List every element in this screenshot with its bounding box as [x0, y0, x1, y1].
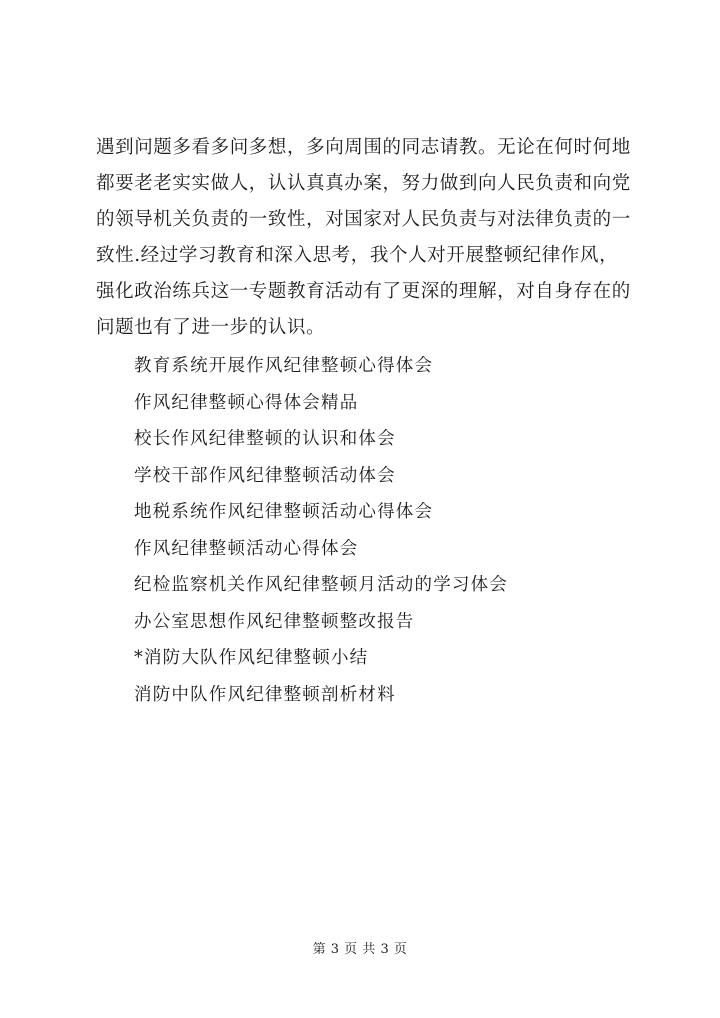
related-title-item: 教育系统开展作风纪律整顿心得体会: [134, 356, 434, 376]
page-number-footer: 第 3 页 共 3 页: [312, 942, 408, 957]
related-title-item: 办公室思想作风纪律整顿整改报告: [134, 611, 415, 632]
paragraph-line: 的领导机关负责的一致性，对国家对人民负责与对法律负责的一: [96, 209, 631, 230]
related-title-item: *消防大队作风纪律整顿小结: [134, 648, 369, 668]
paragraph-line: 遇到问题多看多问多想，多向周围的同志请教。无论在何时何地: [96, 137, 631, 158]
related-title-item: 纪检监察机关作风纪律整顿月活动的学习体会: [134, 575, 508, 595]
related-titles-list: [134, 348, 508, 713]
related-title-item: 消防中队作风纪律整顿剖析材料: [134, 684, 396, 705]
paragraph-line: 强化政治练兵这一专题教育活动有了更深的理解，对自身存在的: [96, 281, 631, 302]
related-title-item: 作风纪律整顿心得体会精品: [134, 392, 359, 413]
body-paragraph: [96, 130, 636, 346]
related-title-item: 地税系统作风纪律整顿活动心得体会: [134, 502, 434, 522]
paragraph-line: 致性.经过学习教育和深入思考，我个人对开展整顿纪律作风，: [96, 245, 619, 266]
related-title-item: 学校干部作风纪律整顿活动体会: [134, 465, 396, 486]
related-title-item: 校长作风纪律整顿的认识和体会: [134, 429, 396, 449]
related-title-item: 作风纪律整顿活动心得体会: [134, 538, 359, 559]
paragraph-line: 都要老老实实做人，认认真真办案，努力做到向人民负责和向党: [96, 173, 631, 194]
paragraph-line: 问题也有了进一步的认识。: [96, 317, 326, 338]
